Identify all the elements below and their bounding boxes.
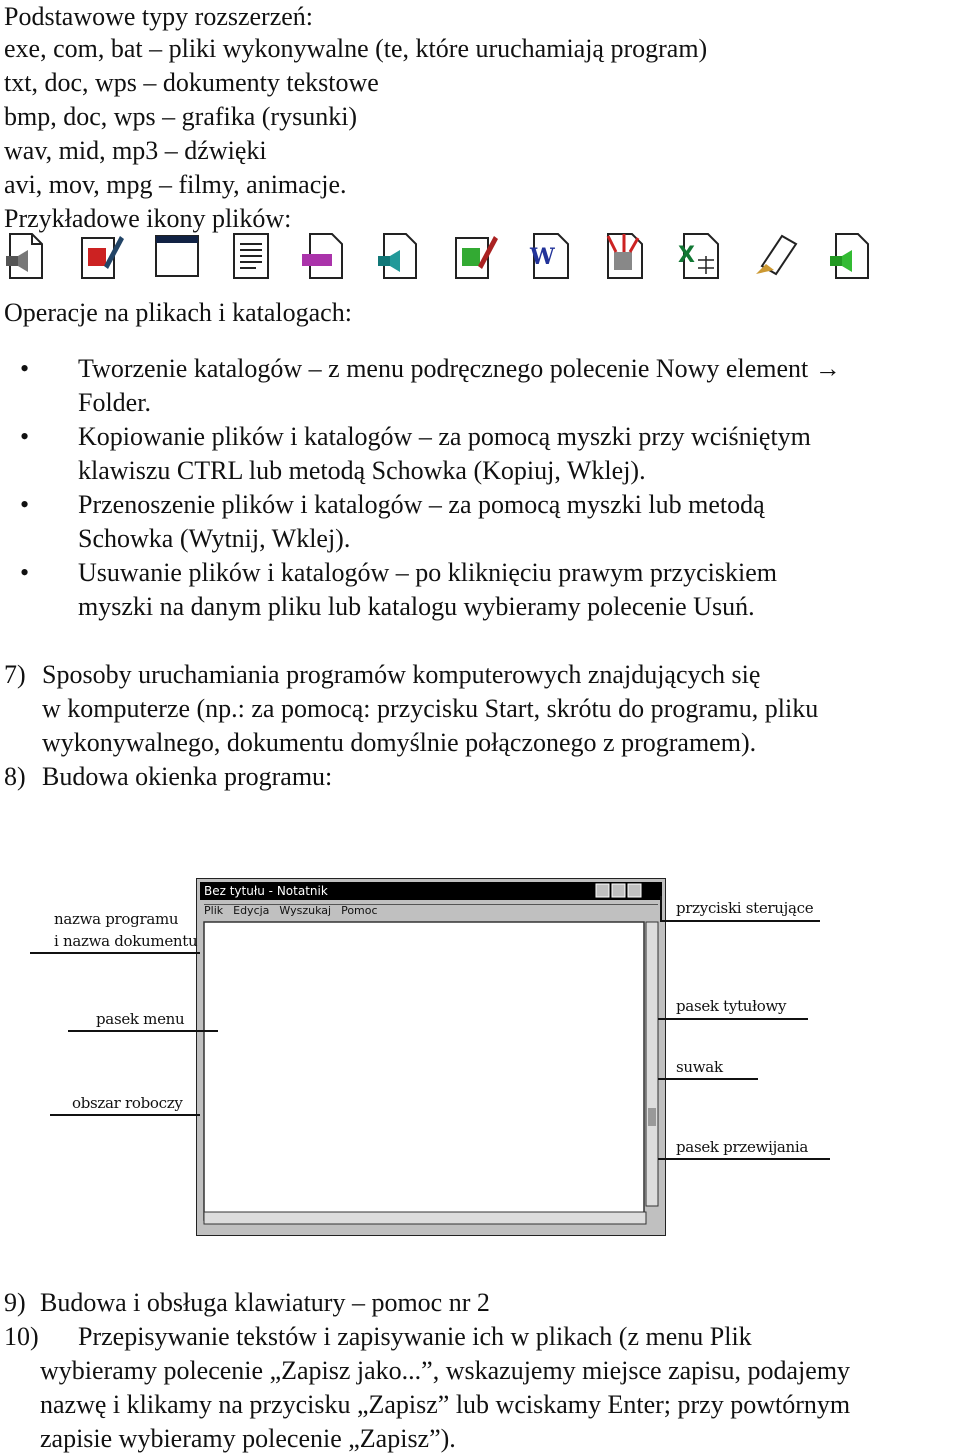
icons-heading: Przykładowe ikony plików: [4, 204, 292, 233]
window-frame [196, 878, 666, 1236]
word-file-icon [526, 230, 572, 282]
leader-line [660, 920, 820, 922]
section-text: Budowa i obsługa klawiatury – pomoc nr 2 [40, 1288, 490, 1317]
svg-text:X: X [678, 243, 695, 268]
section-text: Budowa okienka programu: [42, 762, 333, 791]
section-text: nazwę i klikamy na przycisku „Zapisz” lub wciskamy Enter; przy powtórnym [40, 1390, 851, 1419]
op-line: Usuwanie plików i katalogów – po kliknięciu prawym przyciskiem [78, 558, 777, 587]
section-number: 10) [4, 1322, 39, 1351]
ext-line: avi, mov, mpg – filmy, animacje. [4, 170, 347, 199]
menu-item-pomoc[interactable]: Pomoc [341, 904, 378, 917]
section-number: 8) [4, 762, 26, 791]
section-text: wykonywalnego, dokumentu domyślnie połączonego z programem). [42, 728, 757, 757]
section-text: Sposoby uruchamiania programów komputerowych znajdujących się [42, 660, 761, 689]
bullet: • [20, 558, 30, 587]
section-number: 9) [4, 1288, 26, 1317]
section-number: 7) [4, 660, 26, 689]
bullet: • [20, 422, 30, 451]
label-slider: suwak [676, 1058, 723, 1076]
paint-file-icon [78, 230, 124, 282]
leader-line [658, 1158, 830, 1160]
op-line: Przenoszenie plików i katalogów – za pomocą myszki lub metodą [78, 490, 765, 519]
midi-file-icon [300, 230, 346, 282]
op-line: Folder. [78, 388, 151, 417]
svg-text:W: W [530, 244, 555, 270]
section-text: Przepisywanie tekstów i zapisywanie ich w plikach (z menu Plik [78, 1322, 752, 1351]
ext-line: txt, doc, wps – dokumenty tekstowe [4, 68, 379, 97]
tools-file-icon [600, 230, 646, 282]
text-file-icon [228, 230, 274, 282]
file-icons-row [0, 230, 960, 290]
label-scrollbar: pasek przewijania [676, 1138, 809, 1156]
leader-line [658, 1078, 758, 1080]
op-line: Schowka (Wytnij, Wklej). [78, 524, 351, 553]
leader-line [30, 952, 200, 954]
label-control-buttons: przyciski sterujące [676, 899, 814, 917]
bullet: • [20, 354, 30, 383]
window-menu-bar [204, 903, 378, 919]
ext-line: exe, com, bat – pliki wykonywalne (te, które uruchamiają program) [4, 34, 708, 63]
window-title[interactable]: Bez tytułu - Notatnik [204, 884, 328, 898]
op-line: Tworzenie katalogów – z menu podręcznego polecenie Nowy element → [78, 354, 841, 383]
menu-item-edycja[interactable]: Edycja [233, 904, 270, 917]
speaker-file-icon [826, 230, 872, 282]
leader-line [50, 1114, 200, 1116]
leader-line [658, 1018, 808, 1020]
paint-file-icon [452, 230, 498, 282]
section-text: wybieramy polecenie „Zapisz jako...”, wskazujemy miejsce zapisu, podajemy [40, 1356, 851, 1385]
menu-item-plik[interactable]: Plik [204, 904, 224, 917]
ext-line: wav, mid, mp3 – dźwięki [4, 136, 267, 165]
speaker-file-icon [2, 230, 48, 282]
op-line: klawiszu CTRL lub metodą Schowka (Kopiuj, Wklej). [78, 456, 646, 485]
section-text: w komputerze (np.: za pomocą: przycisku Start, skrótu do programu, pliku [42, 694, 819, 723]
excel-file-icon [676, 230, 722, 282]
menu-item-wyszukaj[interactable]: Wyszukaj [279, 904, 332, 917]
label-document-name: i nazwa dokumentu [54, 932, 198, 950]
extensions-heading: Podstawowe typy rozszerzeń: [4, 2, 314, 31]
label-menu-bar: pasek menu [96, 1010, 185, 1028]
leader-line [68, 1030, 218, 1032]
label-program-name: nazwa programu [54, 910, 179, 928]
op-line: Kopiowanie plików i katalogów – za pomocą myszki przy wciśniętym [78, 422, 811, 451]
notepad-file-icon [752, 230, 798, 282]
leader-line [660, 896, 662, 922]
operations-heading: Operacje na plikach i katalogach: [4, 298, 352, 327]
label-work-area: obszar roboczy [72, 1094, 183, 1112]
section-text: zapisie wybieramy polecenie „Zapisz”). [40, 1424, 456, 1453]
speaker-file-icon [374, 230, 420, 282]
window-file-icon [154, 230, 200, 282]
label-title-bar: pasek tytułowy [676, 997, 787, 1015]
op-line: myszki na danym pliku lub katalogu wybieramy polecenie Usuń. [78, 592, 755, 621]
bullet: • [20, 490, 30, 519]
ext-line: bmp, doc, wps – grafika (rysunki) [4, 102, 358, 131]
program-window [196, 878, 666, 1236]
